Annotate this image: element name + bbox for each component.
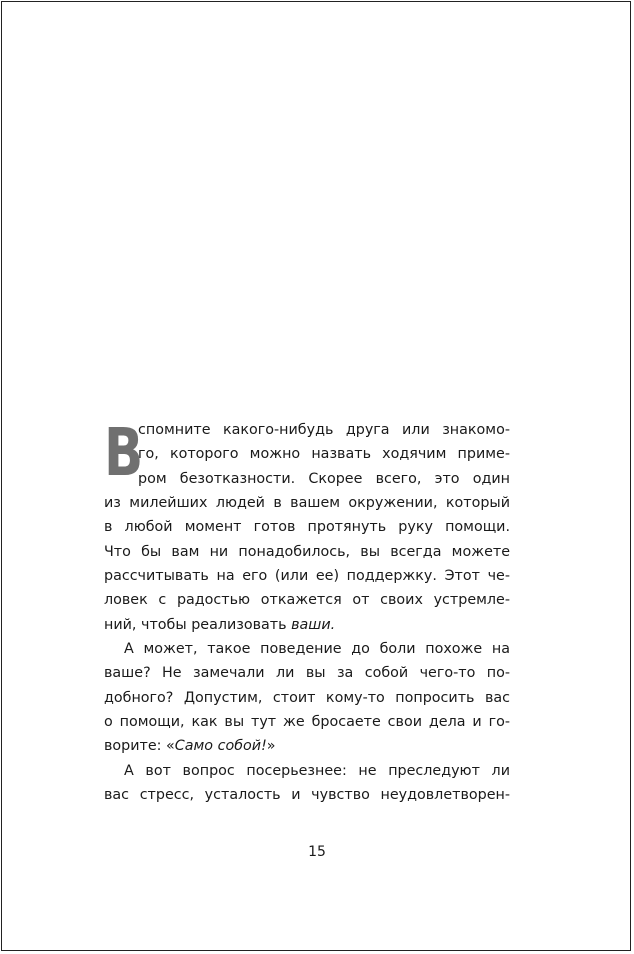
text-line: в любой момент готов протянуть руку помощи. — [104, 519, 510, 536]
text-line — [104, 613, 510, 637]
text-line: о помощи, как вы тут же бросаете свои дела и го- — [104, 714, 510, 731]
book-page — [1, 1, 631, 951]
italic-text: ваши. — [291, 616, 336, 633]
text-line: ром безотказности. Скорее всего, это один — [138, 470, 510, 487]
page-number: 15 — [308, 844, 326, 860]
text-line: го, которого можно назвать ходячим приме- — [138, 446, 510, 463]
italic-text: Само собой! — [174, 738, 267, 755]
text-line: Что бы вам ни понадобилось, вы всегда можете — [104, 543, 510, 560]
text-run: » — [266, 738, 276, 755]
text-run: ворите: « — [104, 738, 175, 755]
drop-cap: В — [104, 414, 144, 491]
text-line: рассчитывать на его (или ее) поддержку. Этот че- — [104, 568, 510, 585]
text-line — [104, 734, 510, 758]
text-line: ловек с радостью откажется от своих устремле- — [104, 592, 510, 609]
text-line: добного? Допустим, стоит кому-то попросить вас — [104, 689, 510, 706]
text-line: из милейших людей в вашем окружении, который — [104, 495, 510, 512]
text-line: А может, такое поведение до боли похоже на — [124, 641, 510, 658]
text-line: спомните какого-нибудь друга или знакомо- — [138, 422, 510, 438]
text-line: вас стресс, усталость и чувство неудовлетворен- — [104, 787, 510, 804]
body-text — [104, 414, 510, 808]
text-line: А вот вопрос посерьезнее: не преследуют ли — [124, 762, 510, 779]
text-run: ний, чтобы реализовать — [104, 616, 287, 633]
text-line: ваше? Не замечали ли вы за собой чего-то по- — [104, 665, 510, 682]
